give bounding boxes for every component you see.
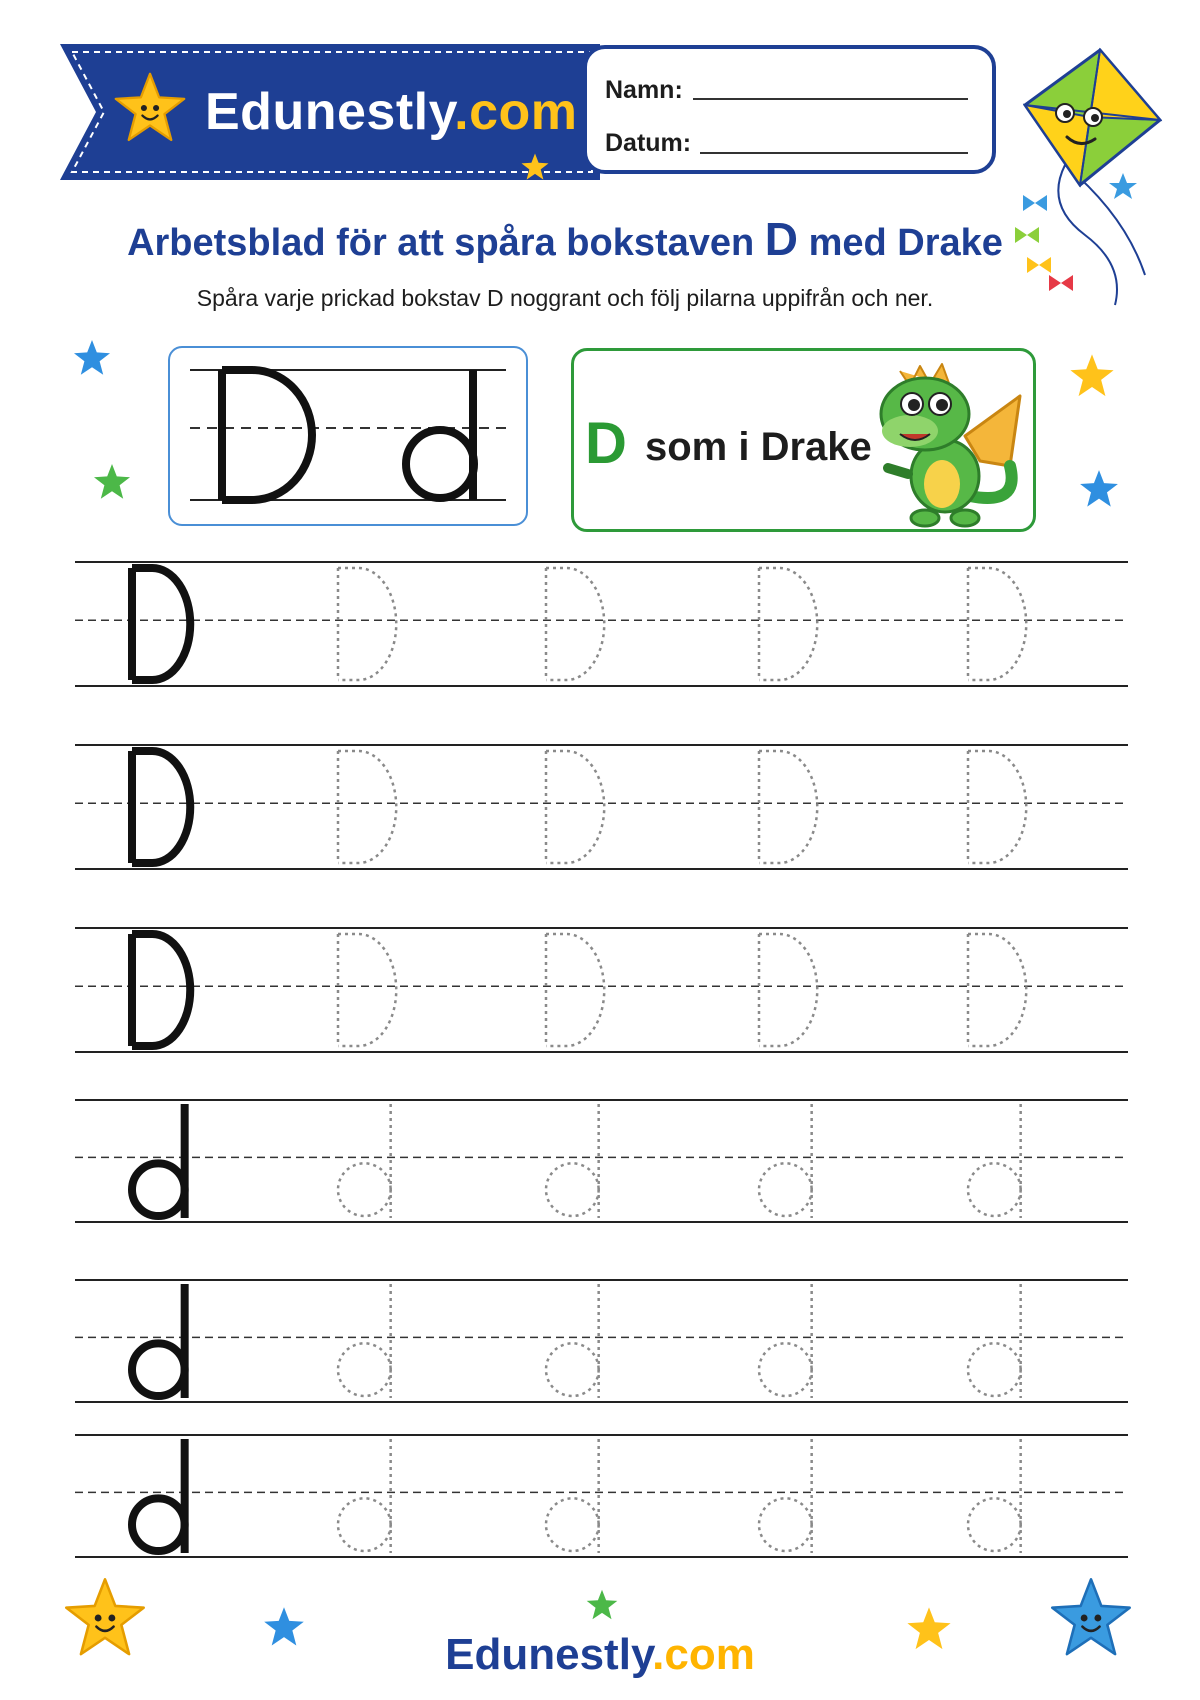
trace-letter [759, 1104, 812, 1218]
trace-letter [338, 568, 396, 680]
trace-letter [968, 1284, 1021, 1398]
trace-letter [968, 1439, 1021, 1553]
trace-letter [338, 1439, 391, 1553]
trace-letter [546, 568, 604, 680]
word-card-letter: D [585, 411, 627, 476]
practice-row [75, 1100, 1128, 1222]
trace-letter [968, 934, 1026, 1046]
practice-row [75, 745, 1128, 869]
name-label: Namn: [605, 76, 683, 104]
date-label: Datum: [605, 129, 692, 157]
brand-logo-text: Edunestly.com [205, 83, 578, 141]
trace-letter [968, 1104, 1021, 1218]
trace-letter [338, 751, 396, 863]
trace-letter [338, 1104, 391, 1218]
trace-letter [546, 934, 604, 1046]
trace-letter [759, 751, 817, 863]
trace-letter [759, 1284, 812, 1398]
practice-row [75, 928, 1128, 1052]
trace-letter [968, 751, 1026, 863]
word-card-text: som i Drake [645, 425, 872, 469]
star-icon [585, 1588, 619, 1622]
practice-row [75, 1280, 1128, 1402]
trace-letter [546, 1104, 599, 1218]
trace-letter [546, 1284, 599, 1398]
model-letter [132, 751, 190, 863]
practice-row [75, 1435, 1128, 1557]
trace-letter [546, 751, 604, 863]
trace-letter [338, 934, 396, 1046]
model-letter [132, 1439, 185, 1553]
trace-letter [546, 1439, 599, 1553]
trace-letter [338, 1284, 391, 1398]
trace-letter [968, 568, 1026, 680]
model-letter [132, 934, 190, 1046]
model-letter [132, 1284, 185, 1398]
practice-row [75, 562, 1128, 686]
instructions: Spåra varje prickad bokstav D noggrant och följ pilarna uppifrån och ner. [196, 285, 934, 311]
trace-letter [759, 568, 817, 680]
model-letter [132, 1104, 185, 1218]
model-letter [132, 568, 190, 680]
page-title: Arbetsblad för att spåra bokstaven D med Drake [127, 213, 1003, 265]
trace-letter [759, 1439, 812, 1553]
footer-brand: Edunestly.com [445, 1630, 755, 1679]
trace-letter [759, 934, 817, 1046]
